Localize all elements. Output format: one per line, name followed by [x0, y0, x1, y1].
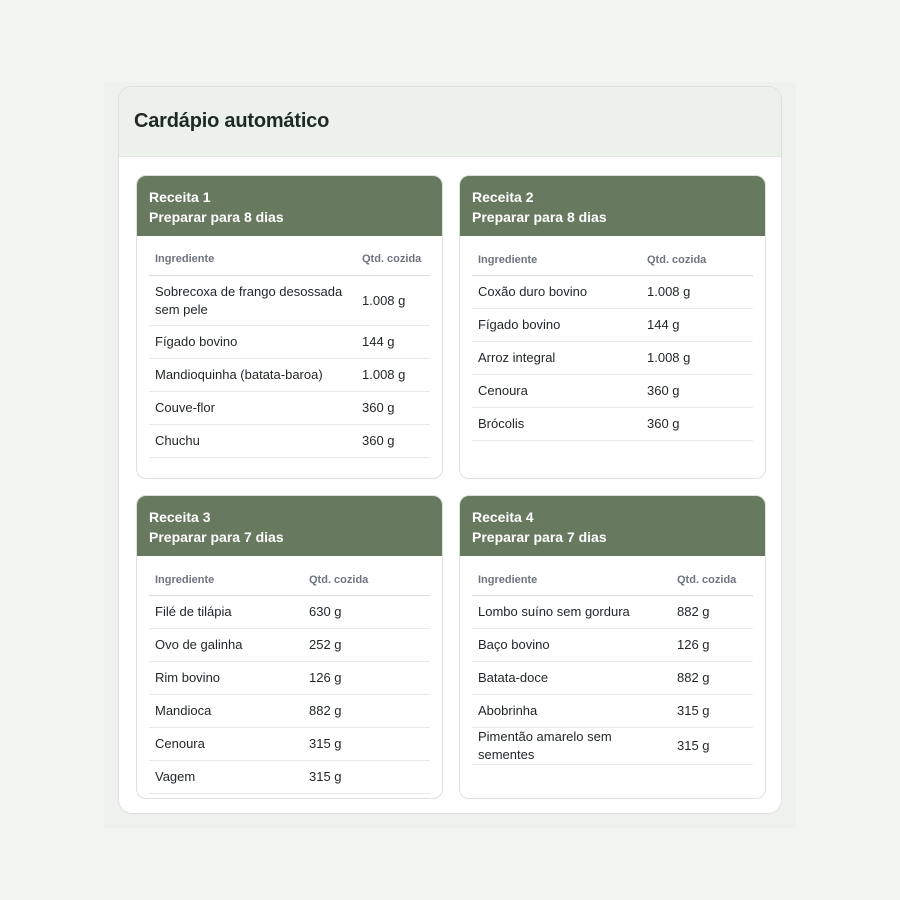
page-title: Cardápio automático — [134, 110, 330, 132]
qty-cell: 630 g — [303, 596, 430, 629]
qty-cell: 360 g — [356, 392, 430, 425]
recipe-body — [137, 556, 442, 794]
ingredient-cell: Coxão duro bovino — [472, 276, 641, 309]
ingredient-table — [472, 244, 753, 441]
recipe-header — [460, 176, 765, 236]
table-row — [149, 276, 430, 326]
table-row — [472, 695, 753, 728]
table-row — [472, 309, 753, 342]
qty-cell: 360 g — [356, 425, 430, 458]
qty-cell: 252 g — [303, 629, 430, 662]
recipe-card-1 — [136, 175, 443, 479]
recipe-subtitle: Preparar para 7 dias — [472, 529, 607, 545]
column-header-qty: Qtd. cozida — [356, 244, 430, 276]
ingredient-table — [149, 244, 430, 458]
recipe-header — [137, 496, 442, 556]
recipe-name: Receita 1 — [149, 189, 211, 205]
ingredient-table — [149, 564, 430, 794]
table-header-row — [472, 244, 753, 276]
qty-cell: 360 g — [641, 408, 753, 441]
recipe-header — [460, 496, 765, 556]
ingredient-cell: Abobrinha — [472, 695, 671, 728]
recipe-body — [460, 556, 765, 765]
qty-cell: 882 g — [303, 695, 430, 728]
table-row — [149, 326, 430, 359]
ingredient-cell: Cenoura — [149, 728, 303, 761]
qty-cell: 315 g — [303, 728, 430, 761]
ingredient-cell: Filé de tilápia — [149, 596, 303, 629]
recipe-card-3 — [136, 495, 443, 799]
table-row — [472, 276, 753, 309]
ingredient-cell: Fígado bovino — [149, 326, 356, 359]
table-row — [149, 359, 430, 392]
ingredient-cell: Mandioquinha (batata-baroa) — [149, 359, 356, 392]
column-header-ingredient: Ingrediente — [149, 564, 303, 596]
table-row — [472, 375, 753, 408]
ingredient-cell: Vagem — [149, 761, 303, 794]
qty-cell: 1.008 g — [356, 359, 430, 392]
ingredient-table — [472, 564, 753, 765]
table-row — [149, 662, 430, 695]
column-header-ingredient: Ingrediente — [472, 564, 671, 596]
table-header-row — [149, 244, 430, 276]
qty-cell: 1.008 g — [356, 276, 430, 326]
recipe-card-2 — [459, 175, 766, 479]
recipe-body — [137, 236, 442, 458]
ingredient-cell: Rim bovino — [149, 662, 303, 695]
table-row — [472, 662, 753, 695]
ingredient-cell: Couve-flor — [149, 392, 356, 425]
column-header-qty: Qtd. cozida — [641, 244, 753, 276]
table-row — [149, 596, 430, 629]
table-row — [149, 761, 430, 794]
ingredient-cell: Chuchu — [149, 425, 356, 458]
ingredient-cell: Brócolis — [472, 408, 641, 441]
table-row — [149, 425, 430, 458]
ingredient-cell: Baço bovino — [472, 629, 671, 662]
recipe-subtitle: Preparar para 8 dias — [149, 209, 284, 225]
recipe-card-4 — [459, 495, 766, 799]
ingredient-cell: Cenoura — [472, 375, 641, 408]
table-row — [472, 728, 753, 765]
qty-cell: 315 g — [303, 761, 430, 794]
table-header-row — [472, 564, 753, 596]
recipe-name: Receita 2 — [472, 189, 534, 205]
table-row — [149, 392, 430, 425]
table-row — [149, 728, 430, 761]
ingredient-cell: Lombo suíno sem gordura — [472, 596, 671, 629]
table-row — [472, 629, 753, 662]
recipe-header — [137, 176, 442, 236]
ingredient-cell: Ovo de galinha — [149, 629, 303, 662]
table-row — [472, 342, 753, 375]
qty-cell: 315 g — [671, 695, 753, 728]
menu-card — [118, 86, 782, 814]
table-row — [149, 695, 430, 728]
ingredient-cell: Batata-doce — [472, 662, 671, 695]
recipe-name: Receita 4 — [472, 509, 534, 525]
recipe-body — [460, 236, 765, 441]
qty-cell: 360 g — [641, 375, 753, 408]
qty-cell: 1.008 g — [641, 342, 753, 375]
table-row — [472, 596, 753, 629]
column-header-qty: Qtd. cozida — [303, 564, 430, 596]
ingredient-cell: Pimentão amarelo sem sementes — [472, 728, 671, 765]
ingredient-cell: Sobrecoxa de frango desossada sem pele — [149, 276, 356, 326]
column-header-ingredient: Ingrediente — [472, 244, 641, 276]
qty-cell: 126 g — [671, 629, 753, 662]
column-header-qty: Qtd. cozida — [671, 564, 753, 596]
table-header-row — [149, 564, 430, 596]
ingredient-cell: Fígado bovino — [472, 309, 641, 342]
qty-cell: 144 g — [356, 326, 430, 359]
qty-cell: 144 g — [641, 309, 753, 342]
qty-cell: 882 g — [671, 596, 753, 629]
qty-cell: 315 g — [671, 728, 753, 765]
table-row — [472, 408, 753, 441]
recipe-subtitle: Preparar para 7 dias — [149, 529, 284, 545]
recipe-subtitle: Preparar para 8 dias — [472, 209, 607, 225]
ingredient-cell: Arroz integral — [472, 342, 641, 375]
qty-cell: 1.008 g — [641, 276, 753, 309]
ingredient-cell: Mandioca — [149, 695, 303, 728]
menu-card-header — [119, 87, 781, 157]
column-header-ingredient: Ingrediente — [149, 244, 356, 276]
qty-cell: 882 g — [671, 662, 753, 695]
table-row — [149, 629, 430, 662]
recipe-name: Receita 3 — [149, 509, 211, 525]
qty-cell: 126 g — [303, 662, 430, 695]
